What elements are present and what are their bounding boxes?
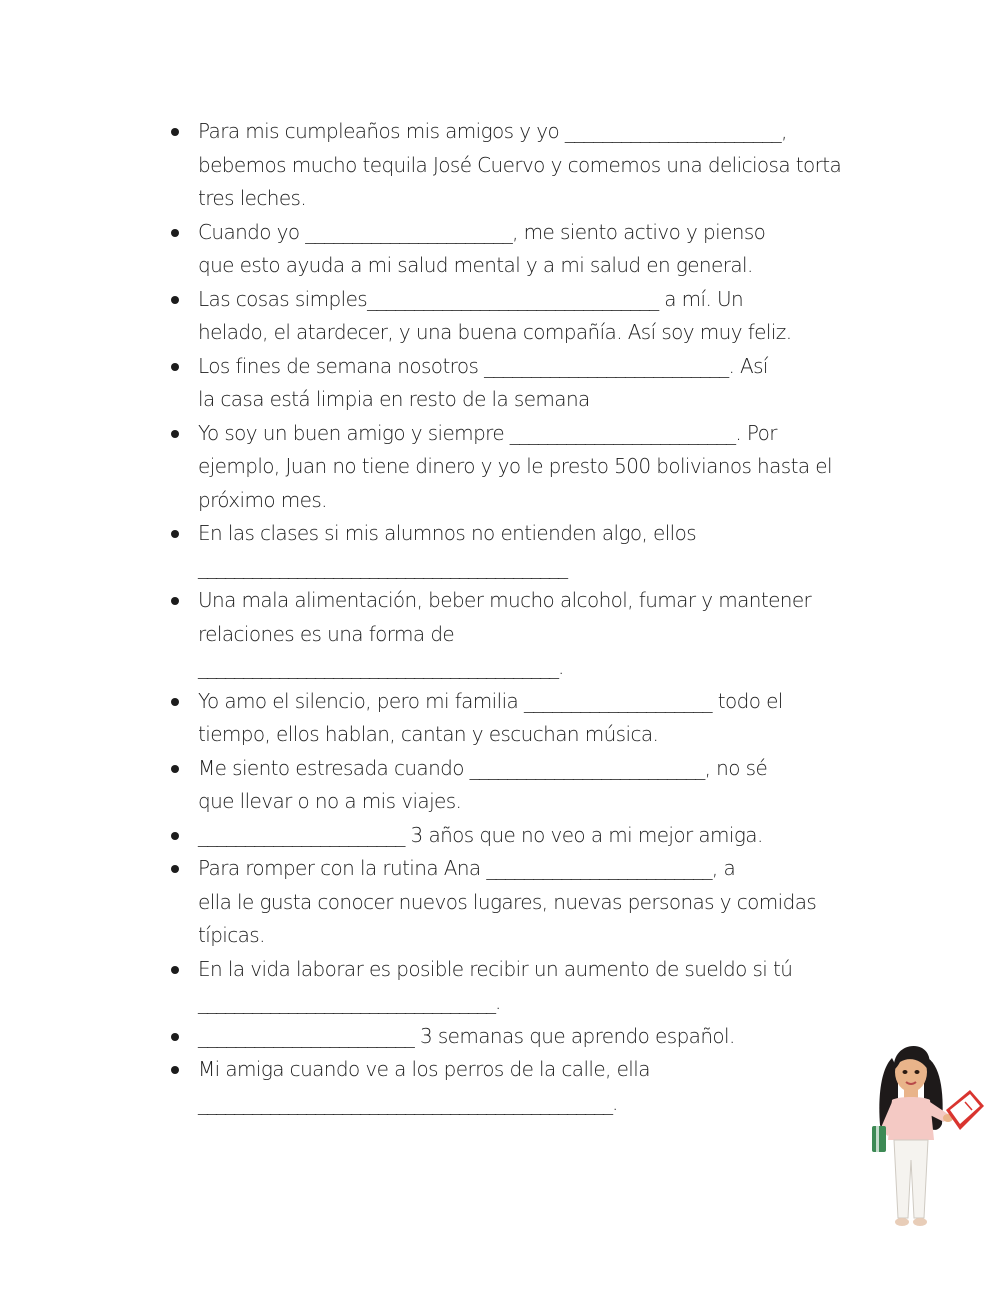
bullet-icon (171, 1066, 179, 1074)
answer-blank: _________________________________. (198, 990, 501, 1014)
item-line: Los fines de semana nosotros __________________________. Así (198, 353, 768, 378)
item-line: ella le gusta conocer nuevos lugares, nuevas personas y comidas (198, 889, 817, 914)
item-line: que esto ayuda a mi salud mental y a mi salud en general. (198, 253, 753, 277)
fill-in-blank-list (168, 115, 858, 1120)
item-line: próximo mes. (198, 487, 327, 512)
item-line: tres leches. (198, 186, 307, 210)
list-item (168, 1020, 858, 1054)
bullet-icon (171, 229, 179, 237)
item-line: _______________________ 3 semanas que aprendo español. (198, 1023, 735, 1048)
bullet-icon (171, 1033, 179, 1041)
bullet-icon (171, 430, 179, 438)
teacher-avatar-icon (850, 1040, 990, 1235)
shoe-right (913, 1218, 927, 1226)
item-line: ______________________ 3 años que no veo a mi mejor amiga. (198, 822, 763, 847)
list-item (168, 852, 858, 953)
answer-blank: ________________________________________. (198, 655, 564, 679)
list-item (168, 752, 858, 819)
list-item (168, 819, 858, 853)
list-item (168, 216, 858, 283)
item-line: Yo soy un buen amigo y siempre ________________________. Por (198, 420, 777, 445)
item-line: Yo amo el silencio, pero mi familia ____________________ todo el (198, 688, 783, 713)
item-line: Me siento estresada cuando _________________________, no sé (198, 755, 768, 780)
blouse (888, 1097, 934, 1140)
bullet-icon (171, 296, 179, 304)
bullet-icon (171, 765, 179, 773)
pants (894, 1140, 928, 1218)
bullet-icon (171, 966, 179, 974)
list-item (168, 417, 858, 518)
list-item (168, 1053, 858, 1120)
answer-blank: ______________________________________________. (198, 1090, 618, 1115)
item-line: tiempo, ellos hablan, cantan y escuchan música. (198, 722, 659, 746)
answer-blank: _________________________________________ (198, 554, 567, 579)
item-line: En la vida laborar es posible recibir un aumento de sueldo si tú (198, 956, 793, 981)
item-line: Una mala alimentación, beber mucho alcohol, fumar y mantener (198, 588, 812, 612)
bullet-icon (171, 865, 179, 873)
bullet-icon (171, 363, 179, 371)
item-line: En las clases si mis alumnos no entienden algo, ellos (198, 521, 697, 545)
item-line: Mi amiga cuando ve a los perros de la calle, ella (198, 1057, 650, 1081)
item-line: que llevar o no a mis viajes. (198, 789, 462, 813)
item-line: la casa está limpia en resto de la semana (198, 387, 590, 411)
shoe-left (895, 1218, 909, 1226)
list-item (168, 584, 858, 685)
item-line: Para mis cumpleaños mis amigos y yo _______________________, (198, 119, 787, 143)
bullet-icon (171, 832, 179, 840)
list-item (168, 517, 858, 584)
list-item (168, 283, 858, 350)
item-line: Cuando yo ______________________, me siento activo y pienso (198, 219, 766, 244)
item-line: Las cosas simples_______________________________ a mí. Un (198, 286, 744, 311)
bullet-icon (171, 530, 179, 538)
item-line: relaciones es una forma de (198, 621, 455, 646)
bullet-icon (171, 597, 179, 605)
bullet-icon (171, 128, 179, 136)
item-line: bebemos mucho tequila José Cuervo y comemos una deliciosa torta (198, 152, 842, 177)
item-line: Para romper con la rutina Ana ________________________, a (198, 856, 736, 880)
list-item (168, 350, 858, 417)
item-line: helado, el atardecer, y una buena compañía. Así soy muy feliz. (198, 320, 792, 344)
list-item (168, 115, 858, 216)
list-item (168, 685, 858, 752)
item-line: ejemplo, Juan no tiene dinero y yo le presto 500 bolivianos hasta el (198, 454, 832, 478)
bullet-icon (171, 698, 179, 706)
list-item (168, 953, 858, 1020)
item-line: típicas. (198, 923, 265, 947)
